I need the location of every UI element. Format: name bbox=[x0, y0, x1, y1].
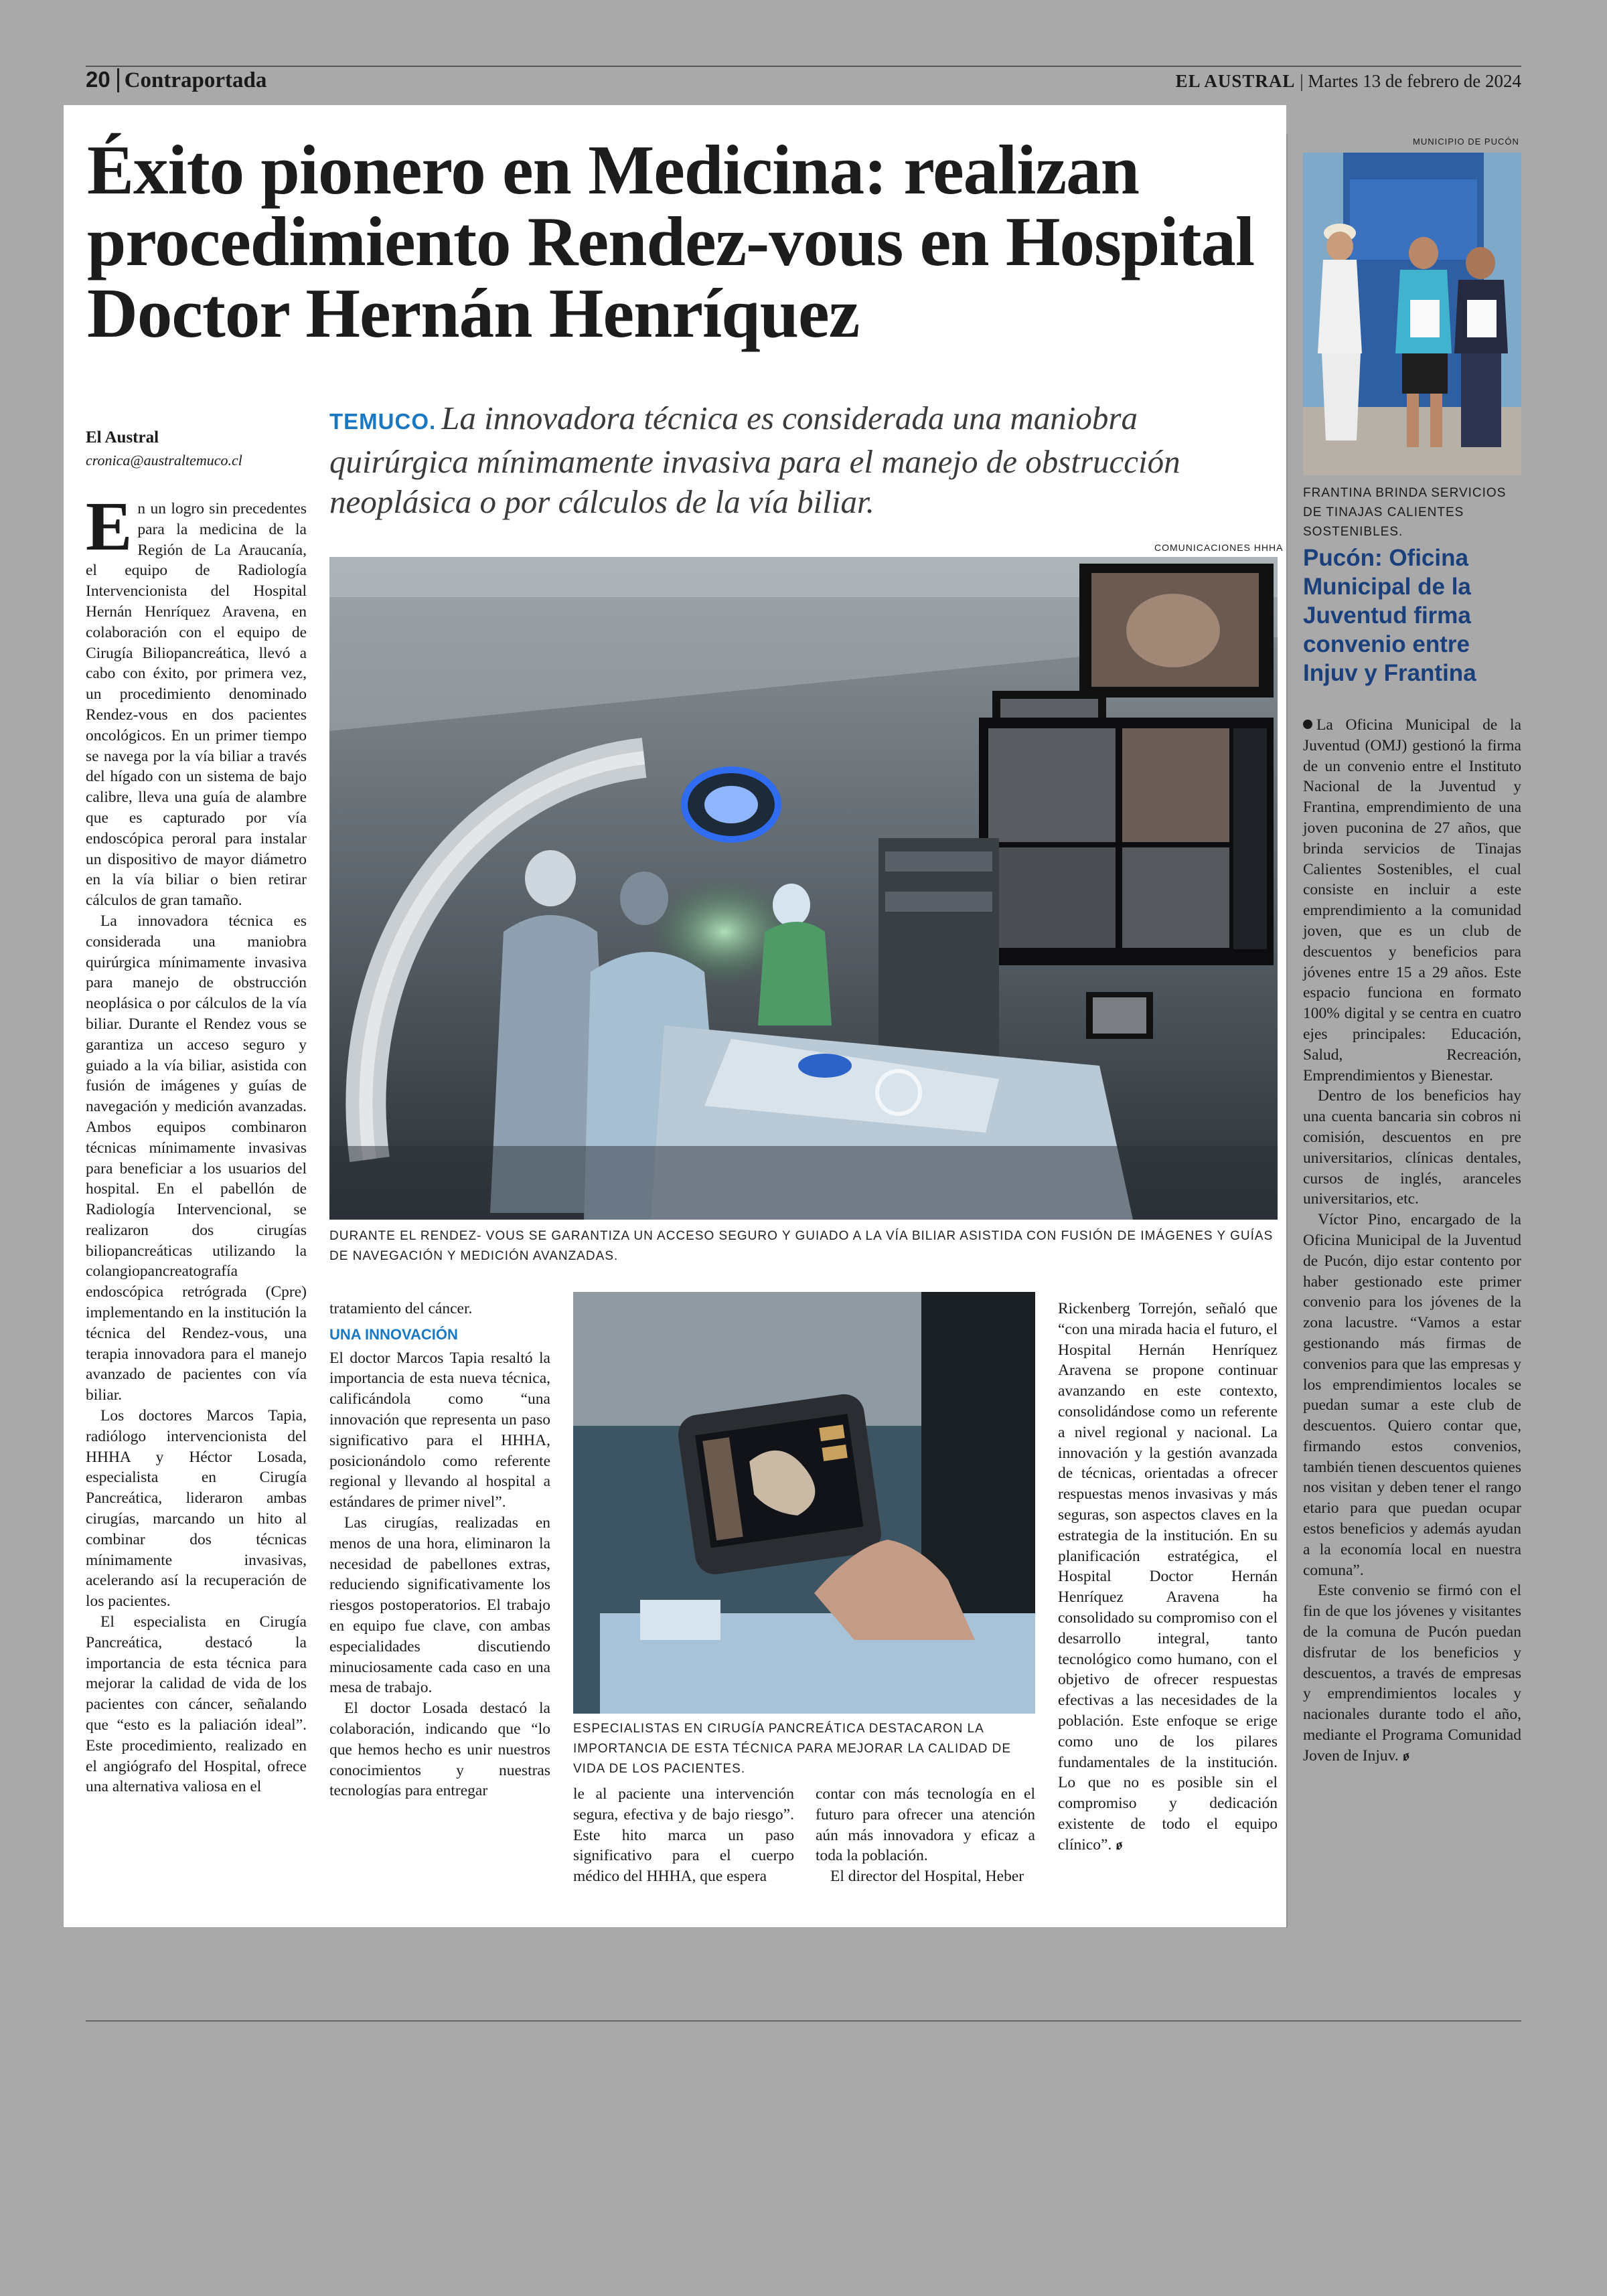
paper-name: EL AUSTRAL bbox=[1175, 71, 1296, 91]
lede-text: La innovadora técnica es considerada una maniobra quirúrgica mínimamente invasiva para el manejo de obstrucción neoplásica o por cálculos de la vía biliar. bbox=[329, 400, 1180, 520]
article-column-3 bbox=[573, 1784, 794, 1887]
masthead-date: EL AUSTRAL | Martes 13 de febrero de 2024 bbox=[1175, 71, 1521, 91]
page-number: 20 bbox=[86, 67, 110, 92]
side-headline: Pucón: Oficina Municipal de la Juventud firma convenio entre Injuv y Frantina bbox=[1303, 545, 1476, 686]
byline-email: cronica@australtemuco.cl bbox=[86, 452, 242, 469]
issue-date: Martes 13 de febrero de 2024 bbox=[1308, 71, 1521, 91]
paragraph: le al paciente una intervención segura, efectiva y de bajo riesgo”. Este hito marca un paso significativo para el cuerpo médico del HHHA, que espera bbox=[573, 1785, 794, 1886]
paragraph: Dentro de los beneficios hay una cuenta bancaria sin cobros ni comisión, descuentos en pre universitarios, clínicas dentales, cursos de inglés, aranceles universitarios, etc. bbox=[1303, 1087, 1521, 1208]
column-divider bbox=[1286, 134, 1288, 1928]
section-name: Contraportada bbox=[117, 68, 267, 92]
footer-rule bbox=[86, 2020, 1521, 2022]
subhead: UNA INNOVACIÓN bbox=[329, 1325, 458, 1343]
side-photo-credit: MUNICIPIO DE PUCÓN bbox=[1413, 137, 1519, 147]
paragraph: Víctor Pino, encargado de la Oficina Municipal de la Juventud de Pucón, dijo estar contento por haber gestionado este primer convenio para los jóvenes de la zona lacustre. “Vamos a estar gestionando más firmas de convenios para que las empresas y los emprendimientos locales se puedan sumar a este club de descuentos. Quiero contar que, firmando estos convenios, también tienen descuentos quienes nos visitan y deben tener el rango etario para que puedan ocupar estos beneficios y además ayudan a la economía local en nuestra comuna”. bbox=[1303, 1211, 1521, 1579]
byline: El Austral bbox=[86, 428, 159, 446]
article-column-4 bbox=[816, 1784, 1035, 1887]
tablet-photo bbox=[573, 1292, 1035, 1714]
header-rule bbox=[86, 66, 1521, 67]
side-photo-caption: FRANTINA BRINDA SERVICIOS DE TINAJAS CALIENTES SOSTENIBLES. bbox=[1303, 486, 1507, 539]
operating-room-photo bbox=[329, 557, 1278, 1220]
article-column-5 bbox=[1058, 1299, 1278, 1856]
dateline: TEMUCO. bbox=[329, 409, 437, 434]
photo-caption: DURANTE EL RENDEZ- VOUS SE GARANTIZA UN ACCESO SEGURO Y GUIADO A LA VÍA BILIAR ASISTIDA CON FUSIÓN DE IMÁGENES Y GUÍAS DE NAVEGACIÓN Y MEDICIÓN AVANZADAS. bbox=[329, 1229, 1274, 1263]
article-lede bbox=[329, 398, 1253, 522]
paragraph: Este convenio se firmó con el fin de que los jóvenes y visitantes de la comuna de Pucón puedan disfrutar de los beneficios y descuentos, a través de empresas y emprendimientos locales y nacionales durante todo el año, mediante el Programa Comunidad Joven de Injuv. bbox=[1303, 1582, 1521, 1765]
article-headline: Éxito pionero en Medicina: realizan procedimiento Rendez-vous en Hospital Doctor Hernán Henríquez bbox=[87, 131, 1255, 352]
paragraph: n un logro sin precedentes para la medicina de la Región de La Araucanía, el equipo de Radiología Intervencionista del Hospital Hernán Henríquez Aravena, en colaboración con el equipo de Cirugía Biliopancreática, llevó a cabo con éxito, por primera vez, un procedimiento denominado Rendez-vous en dos pacientes oncológicos. En un primer tiempo se navega por la vía biliar a través del hígado con un sistema de bajo calibre, lleva una guía de alambre que es capturado por vía endoscópica peroral para instalar un dispositivo de mayor diámetro en la vía biliar o bien retirar cálculos de gran tamaño. bbox=[86, 500, 307, 910]
paragraph: El especialista en Cirugía Pancreática, destacó la importancia de esta técnica para mejorar la calidad de vida de los pacientes con cáncer, señalando que “esto es la paliación ideal”. Este procedimiento, realizado en el angiógrafo del Hospital, ofrece una alternativa valiosa en el bbox=[86, 1613, 307, 1796]
paragraph: La Oficina Municipal de la Juventud (OMJ) gestionó la firma de un convenio entre el Instituto Nacional de la Juventud y Frantina, emprendimiento de una joven puconina de 27 años, que brinda servicios de Tinajas Calientes Sostenibles, el cual consiste en incluir a este emprendimiento a la comunidad joven, que es un club de descuentos y beneficios para jóvenes entre 15 a 29 años. Este espacio funciona en formato 100% digital y se centra en cuatro ejes principales: Educación, Salud, Recreación, Emprendimientos y Bienestar. bbox=[1303, 716, 1521, 1084]
frantina-photo bbox=[1303, 153, 1521, 475]
photo-credit: COMUNICACIONES HHHA bbox=[1154, 542, 1284, 553]
paragraph: Rickenberg Torrejón, señaló que “con una mirada hacia el futuro, el Hospital Hernán Henríquez Aravena se propone continuar avanzando en este contexto, consolidándose como un referente a nivel regional y nacional. La innovación y la gestión avanzada de técnicas, orientadas a ofrecer respuestas menos invasivas y más seguras, son aspectos claves en la estrategia de la institución. En su planificación estratégica, el Hospital Doctor Hernán Henríquez Aravena ha consolidado su compromiso con el desarrollo integral, tanto tecnológico como humano, con el objetivo de ofrecer respuestas efectivas a las necesidades de la población. Este enfoque se erige como uno de los pilares fundamentales de la institución. Lo que no es posible sin el compromiso y dedicación existente de todo el equipo clínico”. bbox=[1058, 1300, 1278, 1854]
dropcap: E bbox=[86, 488, 133, 565]
paragraph: contar con más tecnología en el futuro para ofrecer una atención aún más innovadora y eficaz a toda la población. bbox=[816, 1785, 1035, 1865]
paragraph: El director del Hospital, Heber bbox=[830, 1868, 1024, 1886]
article-column-2 bbox=[329, 1299, 550, 1901]
paragraph: La innovadora técnica es considerada una maniobra quirúrgica mínimamente invasiva para manejo de obstrucción neoplásica o por cálculos de la vía biliar. Durante el Rendez vous se garantiza un acceso seguro y guiado a la vía biliar, asistida con fusión de imágenes y guías de navegación y medición avanzadas. Ambos equipos combinaron técnicas mínimamente invasivas para beneficiar a los usuarios del hospital. En el pabellón de Radiología Intervencional, se realizaron dos cirugías biliopancreáticas utilizando la colangiopancreatografía endoscópica retrógrada (Cpre) implementando en la institución la técnica del Rendez-vous, una terapia innovadora para el manejo avanzado de pacientes con vía biliar. bbox=[86, 912, 307, 1404]
paragraph: Las cirugías, realizadas en menos de una hora, eliminaron la necesidad de pabellones extras, reduciendo significativamente los riesgos postoperatorios. El trabajo en equipo fue clave, con ambas especialidades discutiendo minuciosamente cada caso en una mesa de trabajo. bbox=[329, 1513, 550, 1697]
paragraph: El doctor Marcos Tapia resaltó la importancia de esta nueva técnica, calificándola como “una innovación que representa un paso significativo para el HHHA, posicionándolo como referente regional y llevando al hospital a estándares de primer nivel”. bbox=[329, 1349, 550, 1511]
page-section-label bbox=[86, 67, 266, 93]
paragraph: Los doctores Marcos Tapia, radiólogo intervencionista del HHHA y Héctor Losada, especialista en Cirugía Pancreática, lideraron ambas cirugías, marcando un hito al combinar dos técnicas mínimamente invasivas, acelerando así la recuperación de los pacientes. bbox=[86, 1407, 307, 1611]
photo-caption: ESPECIALISTAS EN CIRUGÍA PANCREÁTICA DESTACARON LA IMPORTANCIA DE ESTA TÉCNICA PARA MEJORAR LA CALIDAD DE VIDA DE LOS PACIENTES. bbox=[573, 1722, 1012, 1776]
bullet-icon bbox=[1303, 720, 1312, 729]
end-mark-icon: ꬾ bbox=[1402, 1746, 1409, 1764]
end-mark-icon: ꬾ bbox=[1116, 1835, 1123, 1853]
paragraph: El doctor Losada destacó la colaboración, indicando que “lo que hemos hecho es unir nuestros conocimientos y nuestras tecnologías para entregar bbox=[329, 1700, 550, 1800]
side-article-body bbox=[1303, 715, 1521, 1767]
paragraph: tratamiento del cáncer. bbox=[329, 1300, 473, 1317]
article-column-1 bbox=[86, 488, 307, 1904]
